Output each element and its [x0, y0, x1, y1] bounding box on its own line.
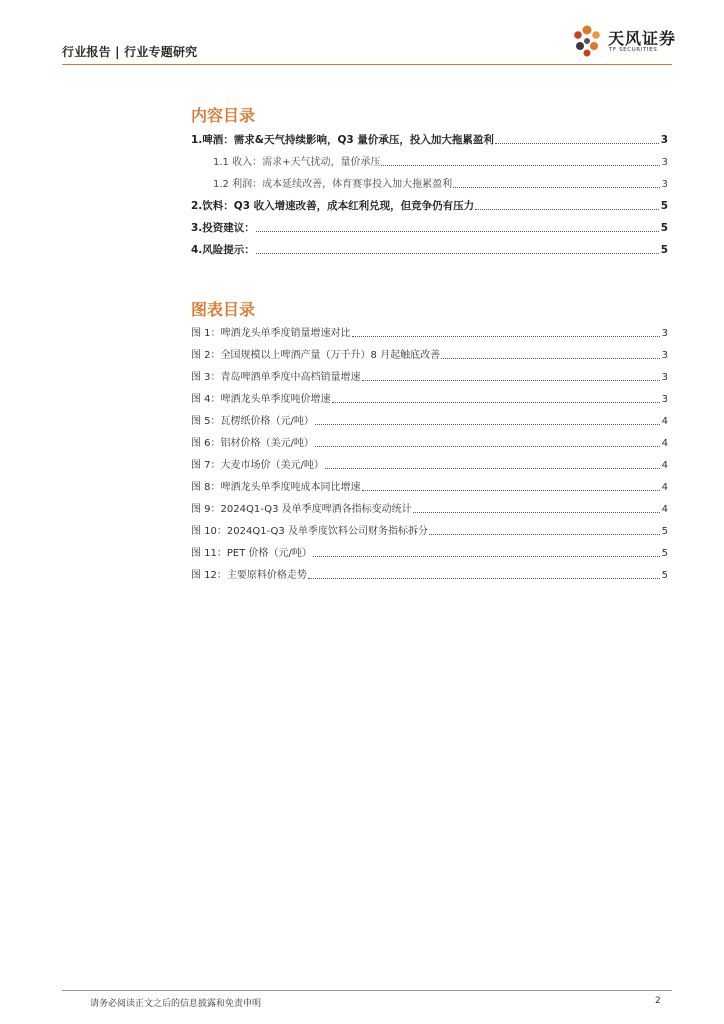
header-divider: [62, 64, 672, 65]
figure-entry-page: 5: [661, 526, 668, 537]
dot-leader: [332, 402, 660, 403]
figure-entry[interactable]: [191, 569, 668, 582]
page-number: 2: [655, 996, 661, 1006]
dot-leader: [441, 358, 660, 359]
toc-title: 内容目录: [191, 106, 256, 125]
figure-entry-page: 4: [661, 438, 668, 449]
figure-entry[interactable]: [191, 327, 668, 340]
footer-disclaimer: 请务必阅读正文之后的信息披露和免责申明: [90, 999, 262, 1009]
figure-entry-label: 图 5：瓦楞纸价格（元/吨）: [191, 416, 314, 427]
figure-entry[interactable]: [191, 459, 668, 472]
toc-entry-page: 3: [661, 157, 668, 168]
figure-entry-page: 3: [661, 328, 668, 339]
figure-entry-label: 图 10：2024Q1-Q3 及单季度饮料公司财务指标拆分: [191, 526, 428, 537]
figure-entry-label: 图 8：啤酒龙头单季度吨成本同比增速: [191, 482, 361, 493]
dot-leader: [495, 143, 659, 144]
figure-entry[interactable]: [191, 547, 668, 560]
figures-title: 图表目录: [191, 300, 256, 319]
toc-entry-label: 1.2 利润：成本延续改善，体育赛事投入加大拖累盈利: [213, 179, 453, 190]
toc-entry-page: 5: [660, 200, 668, 212]
dot-leader: [475, 209, 659, 210]
figure-entry-page: 3: [661, 394, 668, 405]
toc-entry-page: 5: [660, 222, 668, 234]
toc-entry[interactable]: [213, 178, 668, 191]
figure-entry-label: 图 1：啤酒龙头单季度销量增速对比: [191, 328, 351, 339]
figure-entry-page: 5: [661, 570, 668, 581]
dot-leader: [256, 231, 659, 232]
figure-entry[interactable]: [191, 415, 668, 428]
figure-entry-page: 4: [661, 416, 668, 427]
logo-subtext: TF SECURITIES: [609, 47, 658, 53]
toc-entry[interactable]: [191, 200, 668, 213]
figure-entry[interactable]: [191, 393, 668, 406]
dot-leader: [453, 187, 660, 188]
figure-entry-label: 图 11：PET 价格（元/吨）: [191, 548, 312, 559]
figure-entry-label: 图 7：大麦市场价（美元/吨）: [191, 460, 324, 471]
figure-entry-page: 3: [661, 372, 668, 383]
toc-entry[interactable]: [213, 156, 668, 169]
company-logo: [568, 22, 678, 62]
figure-entry[interactable]: [191, 525, 668, 538]
figure-entry[interactable]: [191, 349, 668, 362]
figure-entry-page: 4: [661, 504, 668, 515]
flower-logo-icon: [568, 22, 606, 62]
toc-entry-page: 5: [660, 244, 668, 256]
toc-entry[interactable]: [191, 222, 668, 235]
figure-entry-label: 图 9：2024Q1-Q3 及单季度啤酒各指标变动统计: [191, 504, 412, 515]
dot-leader: [256, 253, 659, 254]
figure-entry-page: 3: [661, 350, 668, 361]
toc-entry-label: 1.1 收入：需求+天气扰动，量价承压: [213, 157, 381, 168]
dot-leader: [352, 336, 660, 337]
figure-entry[interactable]: [191, 481, 668, 494]
figure-entry-label: 图 6：铝材价格（美元/吨）: [191, 438, 314, 449]
dot-leader: [325, 468, 660, 469]
toc-entry-label: 2.饮料：Q3 收入增速改善，成本红利兑现，但竞争仍有压力: [191, 200, 475, 212]
figure-entry-page: 4: [661, 460, 668, 471]
toc-entry[interactable]: [191, 244, 668, 257]
dot-leader: [362, 380, 660, 381]
figure-entry-label: 图 3：青岛啤酒单季度中高档销量增速: [191, 372, 361, 383]
figure-entry[interactable]: [191, 437, 668, 450]
dot-leader: [308, 578, 660, 579]
toc-entry-page: 3: [660, 134, 668, 146]
dot-leader: [315, 446, 660, 447]
figure-entry-page: 5: [661, 548, 668, 559]
figure-entry-page: 4: [661, 482, 668, 493]
figure-entry-label: 图 2：全国规模以上啤酒产量（万千升）8 月起触底改善: [191, 350, 441, 361]
figure-entry[interactable]: [191, 503, 668, 516]
dot-leader: [315, 424, 660, 425]
figure-entry-label: 图 4：啤酒龙头单季度吨价增速: [191, 394, 331, 405]
toc-entry-page: 3: [661, 179, 668, 190]
footer-divider: [62, 990, 672, 991]
figure-entry-label: 图 12：主要原料价格走势: [191, 570, 307, 581]
toc-entry[interactable]: [191, 134, 668, 147]
toc-entry-label: 3.投资建议：: [191, 222, 255, 234]
header-label: 行业报告 | 行业专题研究: [62, 45, 198, 59]
dot-leader: [362, 490, 660, 491]
dot-leader: [381, 165, 659, 166]
logo-text: 天风证券: [608, 29, 677, 48]
toc-entry-label: 1.啤酒：需求&天气持续影响，Q3 量价承压，投入加大拖累盈利: [191, 134, 494, 146]
dot-leader: [413, 512, 660, 513]
dot-leader: [429, 534, 660, 535]
toc-entry-label: 4.风险提示：: [191, 244, 255, 256]
figure-entry[interactable]: [191, 371, 668, 384]
dot-leader: [313, 556, 660, 557]
